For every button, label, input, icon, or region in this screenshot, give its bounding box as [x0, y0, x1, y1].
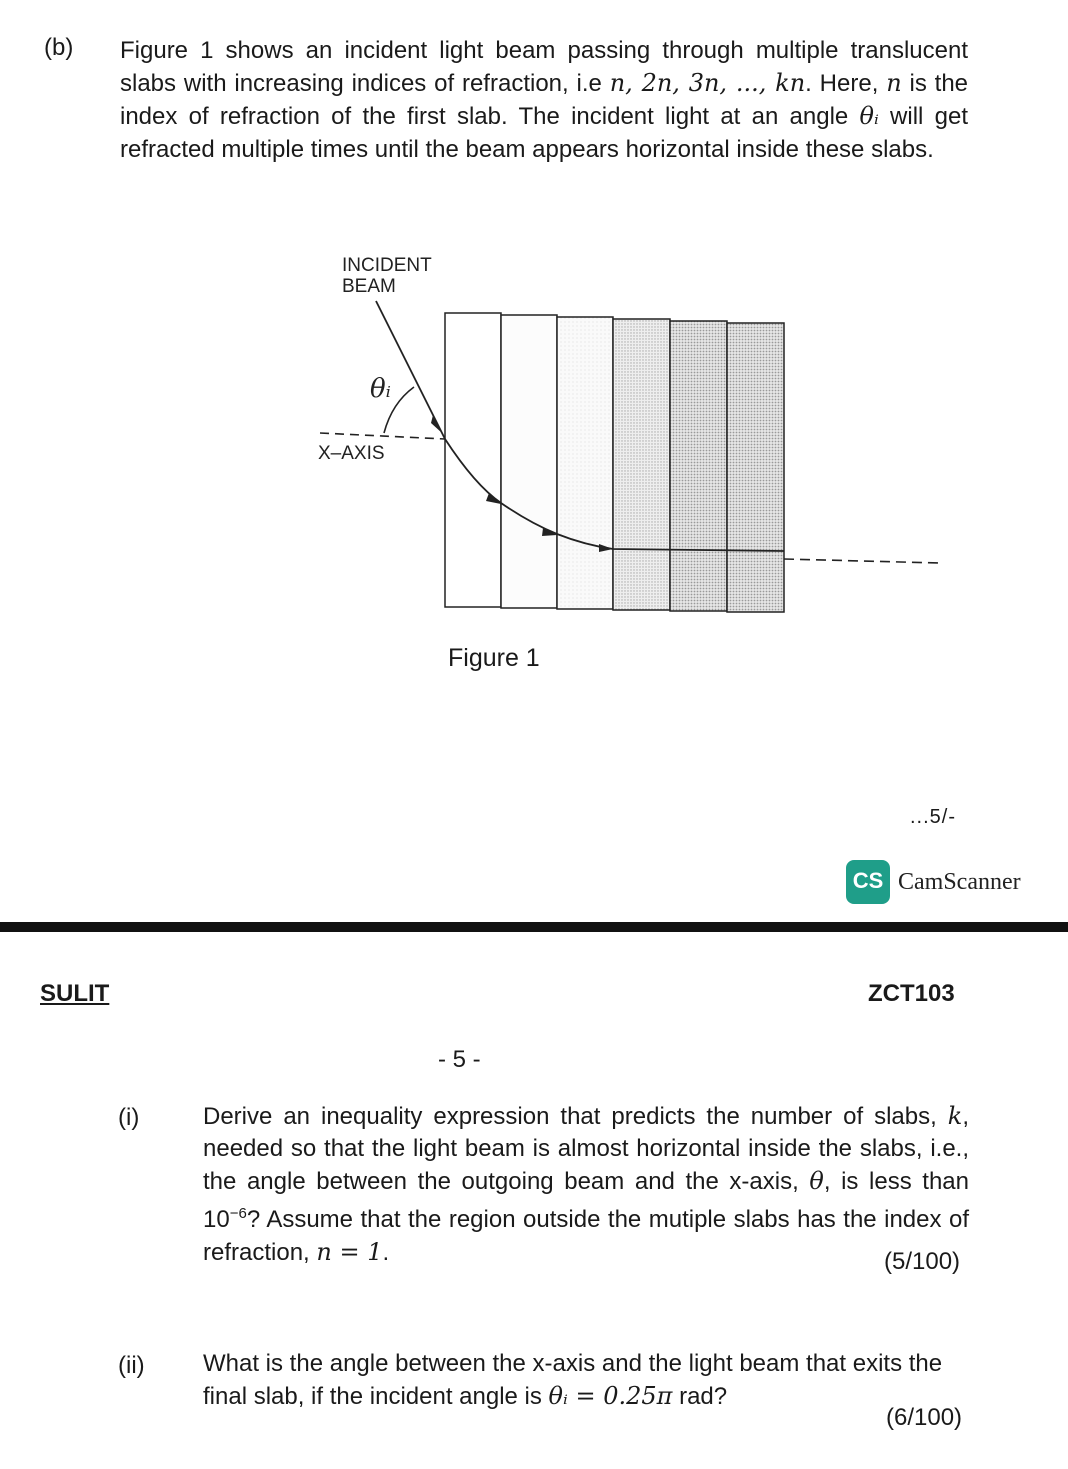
text-segment: Figure 1 shows an incident light beam passing through multiple translucent slabs with increasing indices of refraction, i.e: [120, 37, 968, 97]
slab-5: [670, 321, 727, 611]
math-expression: n: [886, 69, 902, 97]
math-expression: n = 1: [316, 1238, 383, 1266]
figure-1-diagram: [300, 245, 960, 635]
text-segment: .: [382, 1239, 390, 1266]
text-segment: Derive an inequality expression that predicts the number of slabs,: [203, 1103, 948, 1130]
next-page-reference: ...5/-: [910, 806, 957, 828]
x-axis-dashed-line: [320, 433, 445, 439]
math-expression: n, 2n, 3n, ..., kn: [609, 69, 806, 97]
page-number: - 5 -: [438, 1046, 481, 1073]
text-segment: . Here,: [805, 70, 887, 97]
camscanner-text: CamScanner: [898, 869, 1021, 895]
page-divider: [0, 922, 1068, 932]
part-b-paragraph: [120, 34, 968, 166]
exponent: −6: [229, 1205, 247, 1222]
math-expression: θ: [809, 1167, 824, 1195]
angle-label: θᵢ: [370, 374, 391, 404]
text-segment: is the index of refraction of the first slab. The incident light at an angle: [120, 70, 969, 130]
x-axis-label: X–AXIS: [318, 443, 385, 464]
question-ii-text: [203, 1348, 983, 1413]
part-b-label: (b): [44, 34, 74, 61]
math-expression: θᵢ: [859, 102, 879, 130]
slab-3: [557, 317, 613, 609]
question-i-label: (i): [118, 1104, 140, 1131]
slab-6: [727, 323, 784, 612]
text-segment: will get refracted multiple times until the beam appears horizontal inside these slabs.: [120, 103, 968, 163]
beam-label: BEAM: [342, 276, 396, 297]
incident-beam-arrowhead: [431, 415, 442, 433]
slab-1: [445, 313, 501, 607]
question-ii-label: (ii): [118, 1352, 145, 1379]
header-sulit: SULIT: [40, 980, 110, 1007]
text-segment: , needed so that the light beam is almost horizontal inside the slabs, i.e., the angle between the outgoing beam and the x-axis,: [203, 1103, 969, 1195]
figure-caption: Figure 1: [448, 644, 540, 672]
slab-4: [613, 319, 670, 610]
incident-label: INCIDENT: [342, 255, 432, 276]
math-expression: k: [947, 1102, 963, 1130]
camscanner-logo-icon: CS: [846, 860, 890, 904]
text-segment: , is less than 10: [203, 1168, 969, 1233]
text-segment: rad?: [672, 1383, 728, 1410]
exit-beam-dashed-line: [784, 559, 940, 563]
question-i-marks: (5/100): [884, 1248, 961, 1275]
slab-stack: [445, 313, 784, 612]
text-segment: What is the angle between the x-axis and the light beam that exits the final slab, if the incident angle is: [203, 1350, 943, 1410]
math-expression: θᵢ = 0.25π: [548, 1382, 673, 1410]
slab-2: [501, 315, 557, 608]
question-i-text: [203, 1100, 969, 1269]
question-ii-marks: (6/100): [886, 1404, 963, 1431]
header-course-code: ZCT103: [868, 980, 955, 1007]
text-segment: ? Assume that the region outside the mutiple slabs has the index of refraction,: [203, 1206, 969, 1266]
